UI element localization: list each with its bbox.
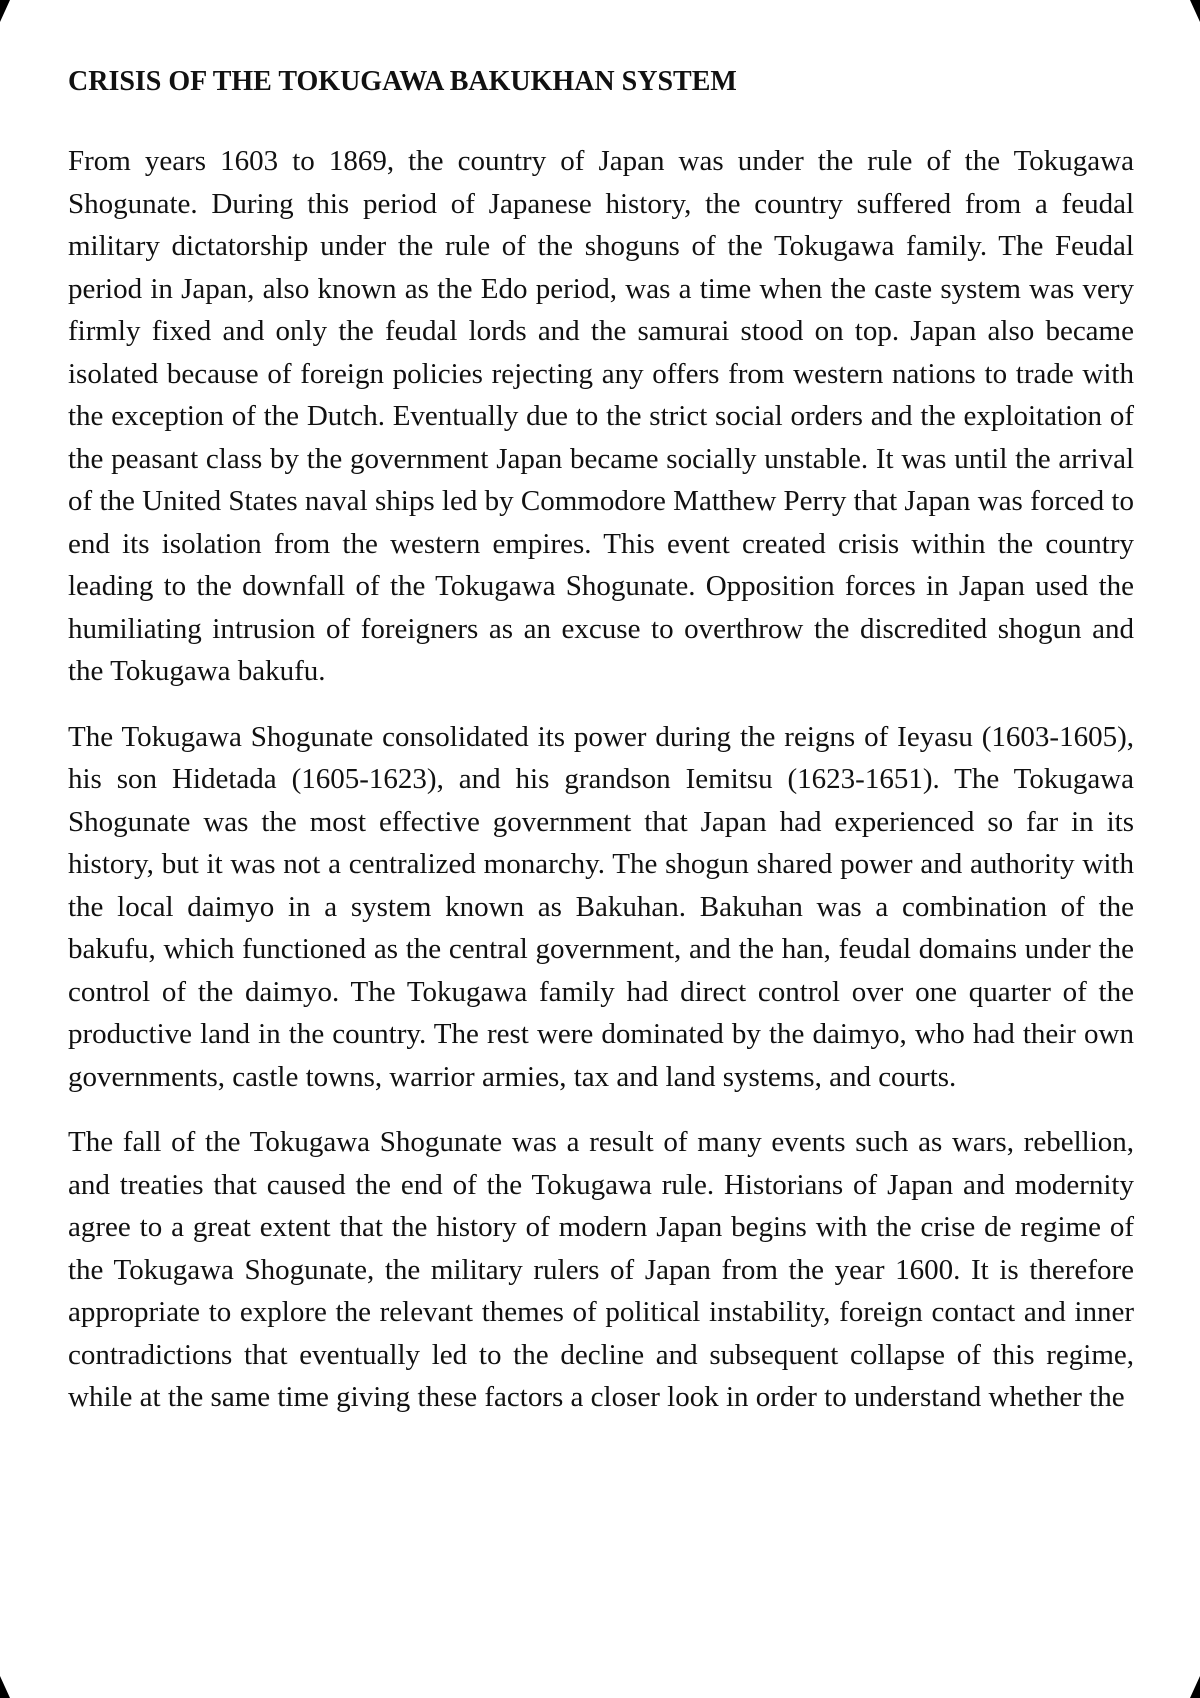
corner-mark-bottom-left [0, 1676, 10, 1698]
document-page [68, 64, 1134, 1442]
paragraph-fall: The fall of the Tokugawa Shogunate was a result of many events such as wars, rebellion, and treaties that caused the end of the Tokugawa rule. Historians of Japan and modernity agree to a great extent that the history of modern Japan begins with the crise de regime of the Tokugawa Shogunate, the military rulers of Japan from the year 1600. It is therefore appropriate to explore the relevant themes of political instability, foreign contact and inner contradictions that eventually led to the decline and subsequent collapse of this regime, while at the same time giving these factors a closer look in order to understand whether the [68, 1126, 1134, 1413]
document-title: CRISIS OF THE TOKUGAWA BAKUKHAN SYSTEM [68, 66, 737, 97]
paragraph-intro: From years 1603 to 1869, the country of Japan was under the rule of the Tokugawa Shogunate. During this period of Japanese history, the country suffered from a feudal military dictatorship under the rule of the shoguns of the Tokugawa family. The Feudal period in Japan, also known as the Edo period, was a time when the caste system was very firmly fixed and only the feudal lords and the samurai stood on top. Japan also became isolated because of foreign policies rejecting any offers from western nations to trade with the exception of the Dutch. Eventually due to the strict social orders and the exploitation of the peasant class by the government Japan became socially unstable. It was until the arrival of the United States naval ships led by Commodore Matthew Perry that Japan was forced to end its isolation from the western empires. This event created crisis within the country leading to the downfall of the Tokugawa Shogunate. Opposition forces in Japan used the humiliating intrusion of foreigners as an excuse to overthrow the discredited shogun and the Tokugawa bakufu. [68, 145, 1134, 687]
corner-mark-top-right [1190, 0, 1200, 22]
paragraph-consolidation: The Tokugawa Shogunate consolidated its power during the reigns of Ieyasu (1603-1605), his son Hidetada (1605-1623), and his grandson Iemitsu (1623-1651). The Tokugawa Shogunate was the most effective government that Japan had experienced so far in its history, but it was not a centralized monarchy. The shogun shared power and authority with the local daimyo in a system known as Bakuhan. Bakuhan was a combination of the bakufu, which functioned as the central government, and the han, feudal domains under the control of the daimyo. The Tokugawa family had direct control over one quarter of the productive land in the country. The rest were dominated by the daimyo, who had their own governments, castle towns, warrior armies, tax and land systems, and courts. [68, 720, 1134, 1093]
corner-mark-top-left [0, 0, 10, 22]
corner-mark-bottom-right [1190, 1676, 1200, 1698]
